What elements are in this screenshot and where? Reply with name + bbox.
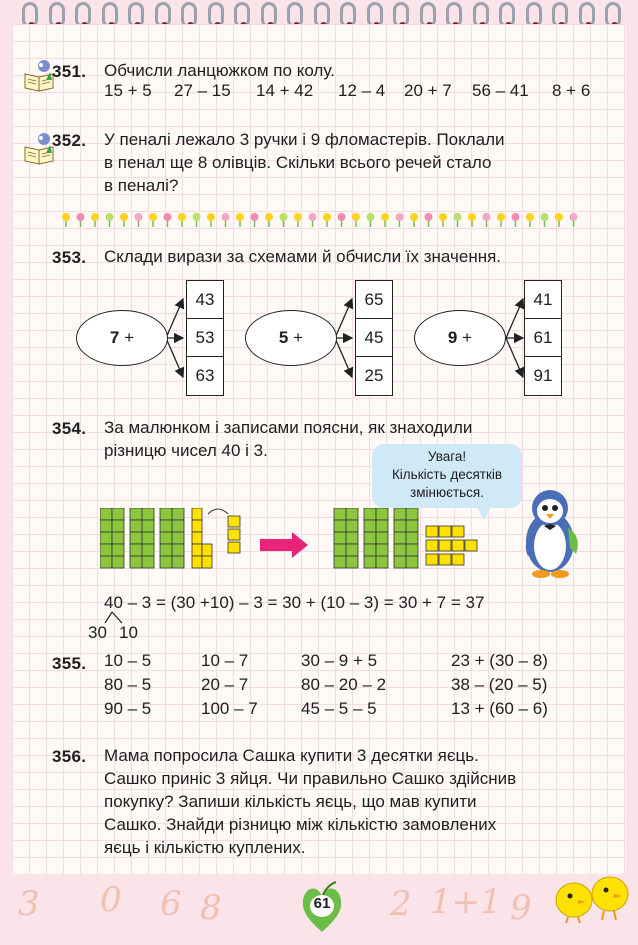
flower-head (106, 213, 114, 221)
bubble-line: Увага! (427, 449, 467, 464)
ten-block-cell (160, 556, 172, 568)
expression: 80 – 5 (104, 675, 152, 694)
expression: 20 + 7 (404, 81, 452, 100)
expression: 10 – 7 (201, 651, 249, 670)
exercise-356-line: покупку? Запиши кількість яєць, що мав купити (104, 792, 477, 811)
exercise-356-line: Сашко приніс 3 яйця. Чи правильно Сашко здійснив (104, 769, 517, 788)
flower-head (483, 213, 491, 221)
unit-block (192, 520, 202, 532)
flower-head (265, 213, 273, 221)
decorative-digits: 2 (390, 884, 412, 924)
ten-block-cell (346, 532, 358, 544)
unit-block (192, 508, 202, 520)
flower-head (570, 213, 578, 221)
flower-head (251, 213, 259, 221)
ten-block-cell (406, 544, 418, 556)
expression: 8 + 6 (552, 81, 591, 100)
expression: 90 – 5 (104, 699, 152, 718)
flower-head (62, 213, 70, 221)
exercise-353-prompt: Склади вирази за схемами й обчисли їх значення. (104, 247, 502, 266)
ten-block-cell (334, 508, 346, 520)
expression: 15 + 5 (104, 81, 152, 100)
ten-block-cell (376, 532, 388, 544)
flower-head (526, 213, 534, 221)
page-number-badge (300, 880, 344, 934)
exercise-354-line: різницю чисел 40 і 3. (104, 441, 268, 460)
ten-block-cell (346, 556, 358, 568)
flower-head (512, 213, 520, 221)
unit-block (426, 554, 438, 565)
ten-block-cell (376, 556, 388, 568)
unit-block (192, 556, 202, 568)
unit-block (439, 526, 451, 537)
ten-block-cell (376, 520, 388, 532)
ten-block-cell (112, 544, 124, 556)
decorative-digits: 1+1 (430, 882, 502, 922)
flower-head (555, 213, 563, 221)
expression: 100 – 7 (201, 699, 258, 718)
ten-block-cell (142, 520, 154, 532)
flower-head (468, 213, 476, 221)
unit-block (426, 540, 438, 551)
ten-block-cell (142, 508, 154, 520)
exercise-354-equation: 40 – 3 = (30 +10) – 3 = 30 + (10 – 3) = 30 + 7 = 37 (104, 593, 485, 612)
flower-head (178, 213, 186, 221)
ten-block-cell (142, 556, 154, 568)
scheme-value: 61 (525, 319, 561, 357)
chicks-icon (548, 866, 636, 926)
ten-block-cell (130, 508, 142, 520)
ten-block-cell (172, 544, 184, 556)
flower-head (280, 213, 288, 221)
ten-block-cell (172, 556, 184, 568)
ten-block-cell (100, 556, 112, 568)
scheme-operand: 7 + (76, 310, 168, 366)
scheme-value: 43 (187, 281, 223, 319)
flower-head (323, 213, 331, 221)
unit-block (228, 542, 240, 553)
flower-head (294, 213, 302, 221)
ten-block-cell (406, 508, 418, 520)
ten-block-cell (406, 556, 418, 568)
ten-block-cell (394, 544, 406, 556)
expression: 23 + (30 – 8) (451, 651, 548, 670)
exercise-353-number: 353. (52, 248, 87, 267)
scheme-operand: 9 + (414, 310, 506, 366)
exercise-354-number: 354. (52, 419, 87, 438)
ten-block-cell (376, 544, 388, 556)
ten-block-cell (364, 520, 376, 532)
ten-block-cell (142, 532, 154, 544)
ten-block-cell (172, 520, 184, 532)
decorative-digits: 9 (510, 888, 532, 928)
flower-head (454, 213, 462, 221)
ten-block-cell (100, 544, 112, 556)
ten-block-cell (172, 508, 184, 520)
unit-block (202, 544, 212, 556)
expression: 56 – 41 (472, 81, 529, 100)
ten-block-cell (172, 532, 184, 544)
ten-block-cell (364, 544, 376, 556)
expression: 38 – (20 – 5) (451, 675, 548, 694)
ten-block-cell (334, 556, 346, 568)
unit-block (465, 540, 477, 551)
exercise-352-number: 352. (52, 131, 87, 150)
ten-block-cell (160, 532, 172, 544)
exercise-351-expressions (104, 81, 590, 101)
ten-block-cell (346, 508, 358, 520)
scheme-value: 25 (364, 366, 384, 385)
scheme-value: 53 (187, 319, 223, 357)
ten-block-cell (364, 556, 376, 568)
unit-block (452, 540, 464, 551)
ten-block-cell (394, 556, 406, 568)
bubble-line: Кількість десятків (391, 467, 503, 482)
scheme-value: 45 (356, 319, 392, 357)
exercise-356-line: Мама попросила Сашка купити 3 десятки яєць. (104, 746, 479, 765)
ten-block-cell (334, 520, 346, 532)
unit-block (202, 556, 212, 568)
exercise-356-number: 356. (52, 747, 87, 766)
scheme-value: 91 (533, 366, 553, 385)
ten-block-cell (100, 520, 112, 532)
flower-head (207, 213, 215, 221)
expression: 12 – 4 (338, 81, 386, 100)
ten-block-cell (334, 544, 346, 556)
penguin-icon (516, 484, 584, 580)
ten-block-cell (364, 532, 376, 544)
unit-block (452, 526, 464, 537)
exercise-355-number: 355. (52, 654, 87, 673)
flower-head (236, 213, 244, 221)
speech-bubble (372, 444, 522, 508)
flower-head (352, 213, 360, 221)
ten-block-cell (112, 556, 124, 568)
exercise-351-number: 351. (52, 62, 87, 81)
exercise-356-line: яєць і кількістю куплених. (104, 838, 306, 857)
unit-block (192, 544, 202, 556)
flower-head (135, 213, 143, 221)
ten-block-cell (160, 544, 172, 556)
expression: 27 – 15 (174, 81, 231, 100)
expression: 13 + (60 – 6) (451, 699, 548, 718)
unit-block (439, 540, 451, 551)
scheme-value: 63 (195, 366, 215, 385)
ten-block-cell (394, 520, 406, 532)
exercise-352-line: в пенал ще 8 олівців. Скільки всього речей стало (104, 153, 492, 172)
unit-block (439, 554, 451, 565)
bubble-line: змінюється. (410, 485, 484, 500)
unit-block (228, 516, 240, 527)
expression: 20 – 7 (201, 675, 249, 694)
ten-block-cell (130, 556, 142, 568)
split-value: 10 (119, 623, 138, 642)
ten-block-cell (112, 532, 124, 544)
flower-head (410, 213, 418, 221)
ten-block-cell (100, 508, 112, 520)
move-arrow (208, 509, 228, 514)
flower-divider (58, 210, 588, 228)
flower-head (77, 213, 85, 221)
decorative-digits: 8 (200, 888, 222, 928)
flower-head (396, 213, 404, 221)
flower-head (149, 213, 157, 221)
ten-block-cell (100, 532, 112, 544)
ten-block-cell (406, 532, 418, 544)
flower-head (222, 213, 230, 221)
exercise-356-line: Сашко. Знайди різницю між кількістю замовлених (104, 815, 497, 834)
decorative-digits: 6 (160, 884, 182, 924)
expression: 14 + 42 (256, 81, 314, 100)
split-value: 30 (88, 623, 107, 642)
flower-head (541, 213, 549, 221)
expression: 10 – 5 (104, 651, 152, 670)
flower-head (367, 213, 375, 221)
ten-block-cell (394, 508, 406, 520)
ten-block-cell (160, 508, 172, 520)
scheme-values (355, 280, 393, 396)
ten-block-cell (406, 520, 418, 532)
unit-block (192, 532, 202, 544)
unit-block (452, 554, 464, 565)
flower-head (439, 213, 447, 221)
ten-block-cell (364, 508, 376, 520)
scheme-value: 65 (356, 281, 392, 319)
page-number: 61 (313, 895, 331, 912)
expression: 30 – 9 + 5 (301, 651, 378, 670)
ten-block-cell (130, 544, 142, 556)
flower-head (193, 213, 201, 221)
ten-block-cell (112, 508, 124, 520)
flower-head (120, 213, 128, 221)
flower-head (91, 213, 99, 221)
scheme-values (186, 280, 224, 396)
ten-block-cell (112, 520, 124, 532)
ten-block-cell (346, 544, 358, 556)
exercise-352-line: в пеналі? (104, 176, 179, 195)
flower-head (381, 213, 389, 221)
decorative-digits: 3 (18, 884, 40, 924)
scheme-operand: 5 + (245, 310, 337, 366)
exercise-354-line: За малюнком і записами поясни, як знаходили (104, 418, 473, 437)
unit-block (228, 529, 240, 540)
tens-blocks-diagram (100, 508, 480, 578)
scheme-values (524, 280, 562, 396)
flower-head (425, 213, 433, 221)
ten-block-cell (346, 520, 358, 532)
expression: 80 – 20 – 2 (301, 675, 387, 694)
ten-block-cell (334, 532, 346, 544)
unit-block (426, 526, 438, 537)
expression: 45 – 5 – 5 (301, 699, 377, 718)
flower-head (309, 213, 317, 221)
flower-head (338, 213, 346, 221)
exercise-351-prompt: Обчисли ланцюжком по колу. (104, 61, 335, 80)
flower-head (497, 213, 505, 221)
scheme-value: 41 (525, 281, 561, 319)
flower-head (164, 213, 172, 221)
exercise-352-line: У пеналі лежало 3 ручки і 9 фломастерів. Поклали (104, 130, 505, 149)
ten-block-cell (376, 508, 388, 520)
ten-block-cell (142, 544, 154, 556)
ten-block-cell (394, 532, 406, 544)
ten-block-cell (130, 532, 142, 544)
decorative-digits: 0 (100, 880, 122, 920)
ten-block-cell (160, 520, 172, 532)
arrow-right-icon (260, 532, 308, 558)
ten-block-cell (130, 520, 142, 532)
